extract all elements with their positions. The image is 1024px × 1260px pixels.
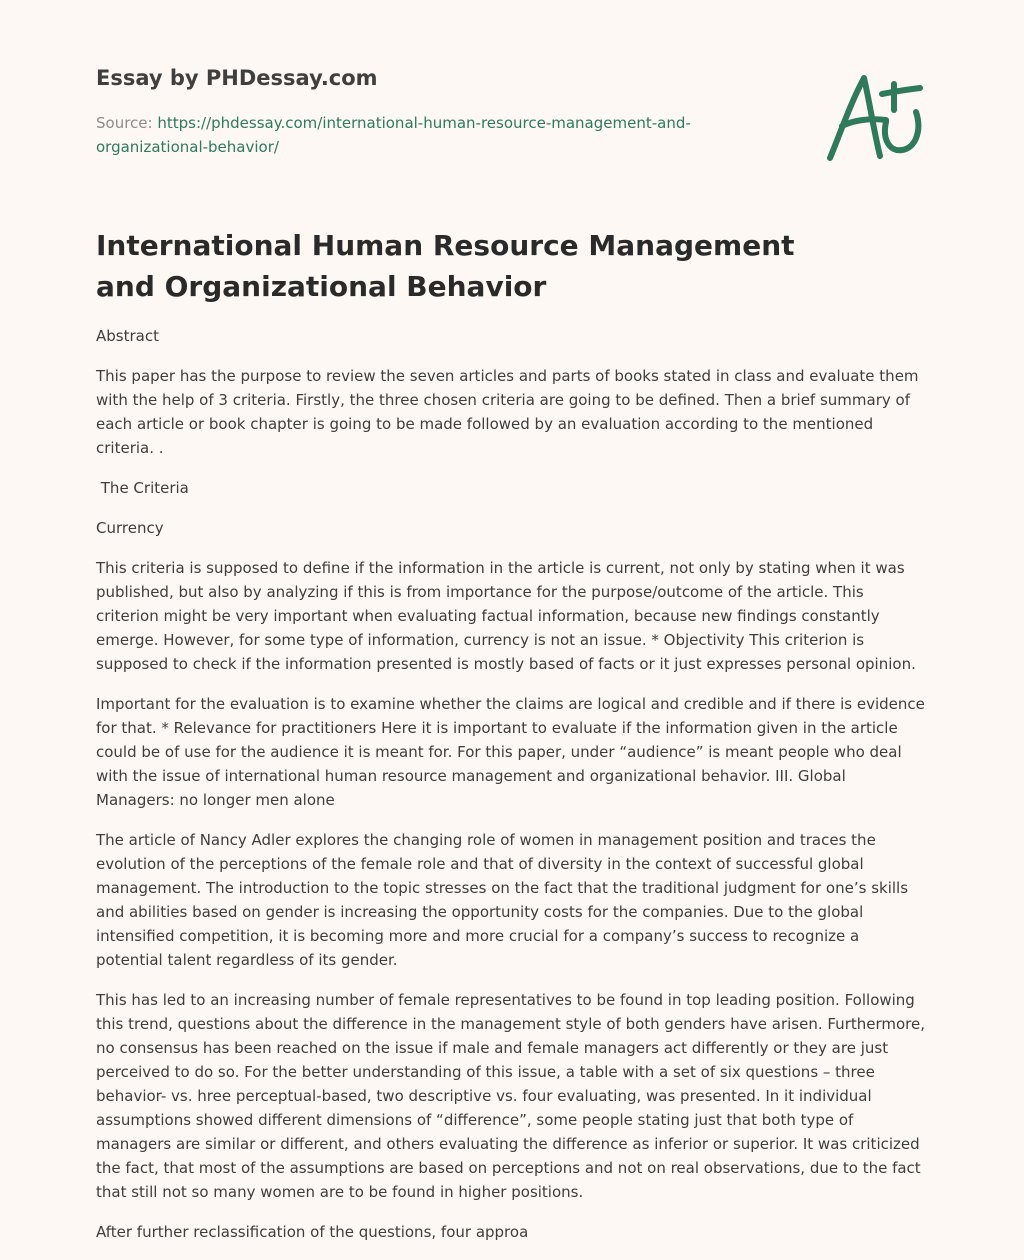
a-plus-logo-icon [820,64,932,168]
body-paragraph: This criteria is supposed to define if the information in the article is current, not only by stating when it was published, but also by analyzing if this is from importance for the purpose/outcome of the article. This criterion might be very important when evaluating factual information, because new findings constantly emerge. However, for some type of information, currency is not an issue. * Objectivity This criterion is supposed to check if the information presented is mostly based of facts or it just expresses personal opinion. [96,559,916,673]
body-paragraph: Important for the evaluation is to examine whether the claims are logical and credible and if there is evidence for that. * Relevance for practitioners Here it is important to evaluate if the information given in the article could be of use for the audience it is meant for. For this paper, under “audience” is meant people who deal with the issue of international human resource management and organizational behavior. III. Global Managers: no longer men alone [96,695,925,809]
section-heading-criteria: The Criteria [96,479,189,497]
body-paragraph: This has led to an increasing number of female representatives to be found in top leading position. Following this trend, questions about the difference in the management style of both genders have arisen. Furthermore, no consensus has been reached on the issue if male and female managers act differently or they are just perceived to do so. For the better understanding of this issue, a table with a set of six questions – three behavior- vs. hree perceptual-based, two descriptive vs. four evaluating, was presented. In it individual assumptions showed different dimensions of “difference”, some people stating just that both type of managers are similar or different, and others evaluating the difference as inferior or superior. It was criticized the fact, that most of the assumptions are based on perceptions and not on real observations, due to the fact that still not so many women are to be found in higher positions. [96,991,925,1201]
body-paragraph: After further reclassification of the questions, four approa [96,1223,529,1241]
source-link[interactable]: https://phdessay.com/international-human-resource-management-and-organizational-behavior/ [96,114,691,156]
source-line [96,111,736,159]
section-heading-currency: Currency [96,519,164,537]
section-heading-abstract: Abstract [96,327,159,345]
article-title: International Human Resource Management and Organizational Behavior [96,229,795,303]
site-title: Essay by PHDessay.com [96,66,378,90]
body-paragraph: The article of Nancy Adler explores the changing role of women in management position and traces the evolution of the perceptions of the female role and that of diversity in the context of successful global management. The introduction to the topic stresses on the fact that the traditional judgment for one’s skills and abilities based on gender is increasing the opportunity costs for the companies. Due to the global intensified competition, it is becoming more and more crucial for a company’s success to recognize a potential talent regardless of its gender. [96,831,909,969]
source-label: Source: [96,114,153,132]
article-body [96,324,928,1260]
body-paragraph: This paper has the purpose to review the seven articles and parts of books stated in class and evaluate them with the help of 3 criteria. Firstly, the three chosen criteria are going to be defined. Then a brief summary of each article or book chapter is going to be made followed by an evaluation according to the mentioned criteria. . [96,367,919,457]
